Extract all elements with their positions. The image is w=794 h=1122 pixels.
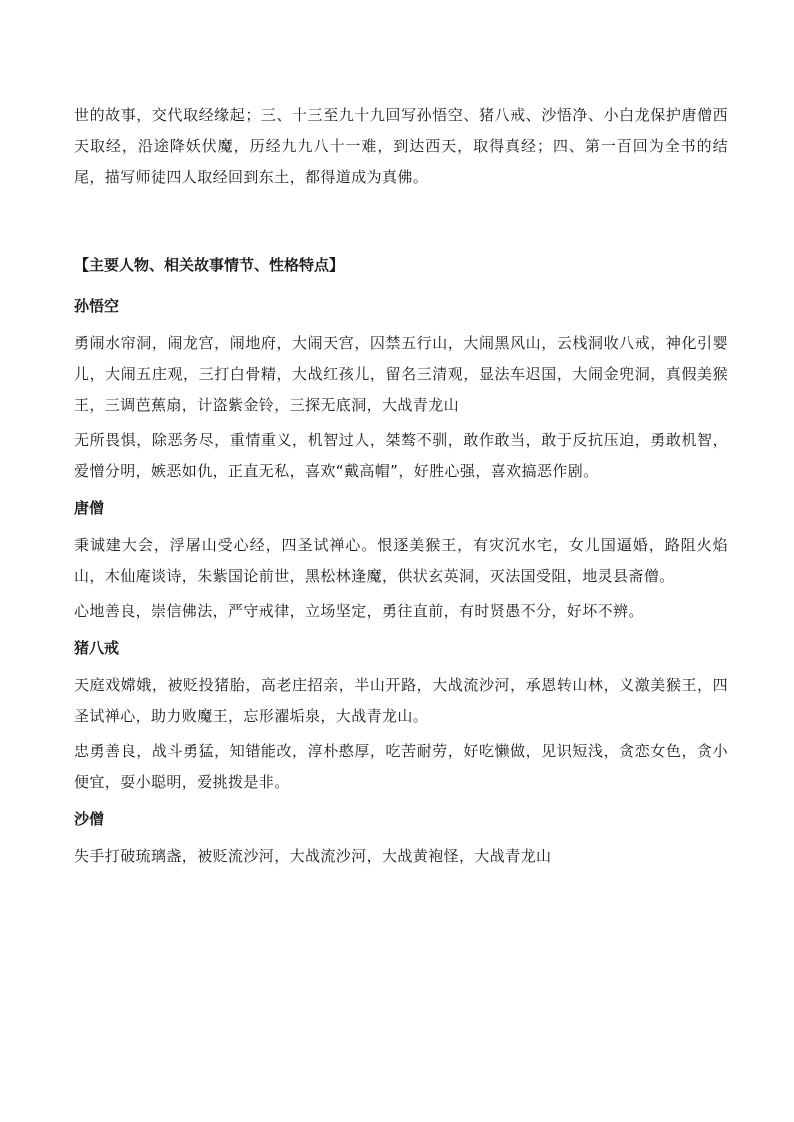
section-heading: 【主要人物、相关故事情节、性格特点】 [74,256,345,274]
character-events: 天庭戏嫦娥，被贬投猪胎，高老庄招亲，半山开路，大战流沙河，承恩转山林，义激美猴王，四圣试禅心，助力败魔王，忘形濯垢泉，大战青龙山。 [74,676,728,725]
character-name: 沙僧 [74,810,105,828]
character-name: 唐僧 [74,499,105,517]
character-events: 失手打破琉璃盏，被贬流沙河，大战流沙河，大战黄袍怪，大战青龙山 [74,847,552,865]
document-page [74,100,728,876]
character-traits: 心地善良，崇信佛法，严守戒律，立场坚定，勇往直前，有时贤愚不分，好坏不辨。 [74,602,644,620]
character-block-zhu-bajie [74,633,728,798]
character-block-sha-seng [74,804,728,872]
character-block-sun-wukong [74,291,728,487]
character-traits: 忠勇善良，战斗勇猛，知错能改，淳朴憨厚，吃苦耐劳，好吃懒做，见识短浅，贪恋女色，贪小便宜，耍小聪明，爱挑拨是非。 [74,742,728,791]
character-events: 勇闹水帘洞，闹龙宫，闹地府，大闹天宫，囚禁五行山，大闹黑风山，云栈洞收八戒，神化引婴儿，大闹五庄观，三打白骨精，大战红孩儿，留名三清观，显法车迟国，大闹金兜洞，真假美猴王，三调芭蕉扇，计盗紫金铃，三探无底洞，大战青龙山 [74,334,728,414]
character-name: 猪八戒 [74,639,120,657]
section-spacer [74,193,728,248]
character-events: 秉诚建大会，浮屠山受心经，四圣试禅心。恨逐美猴王，有灾沉水宅，女儿国逼婚，路阻火焰山，木仙庵谈诗，朱紫国论前世，黑松林逢魔，供状玄英洞，灭法国受阻，地灵县斋僧。 [74,536,728,585]
character-name: 孙悟空 [74,297,120,315]
intro-paragraph: 世的故事，交代取经缘起；三、十三至九十九回写孙悟空、猪八戒、沙悟净、小白龙保护唐僧西天取经，沿途降妖伏魔，历经九九八十一难，到达西天，取得真经；四、第一百回为全书的结尾，描写师徒四人取经回到东土，都得道成为真佛。 [74,106,728,186]
character-traits: 无所畏惧，除恶务尽，重情重义，机智过人，桀骜不驯，敢作敢当，敢于反抗压迫，勇敢机智，爱憎分明，嫉恶如仇，正直无私，喜欢“戴高帽”，好胜心强，喜欢搞恶作剧。 [74,431,728,480]
character-block-tang-seng [74,493,728,627]
